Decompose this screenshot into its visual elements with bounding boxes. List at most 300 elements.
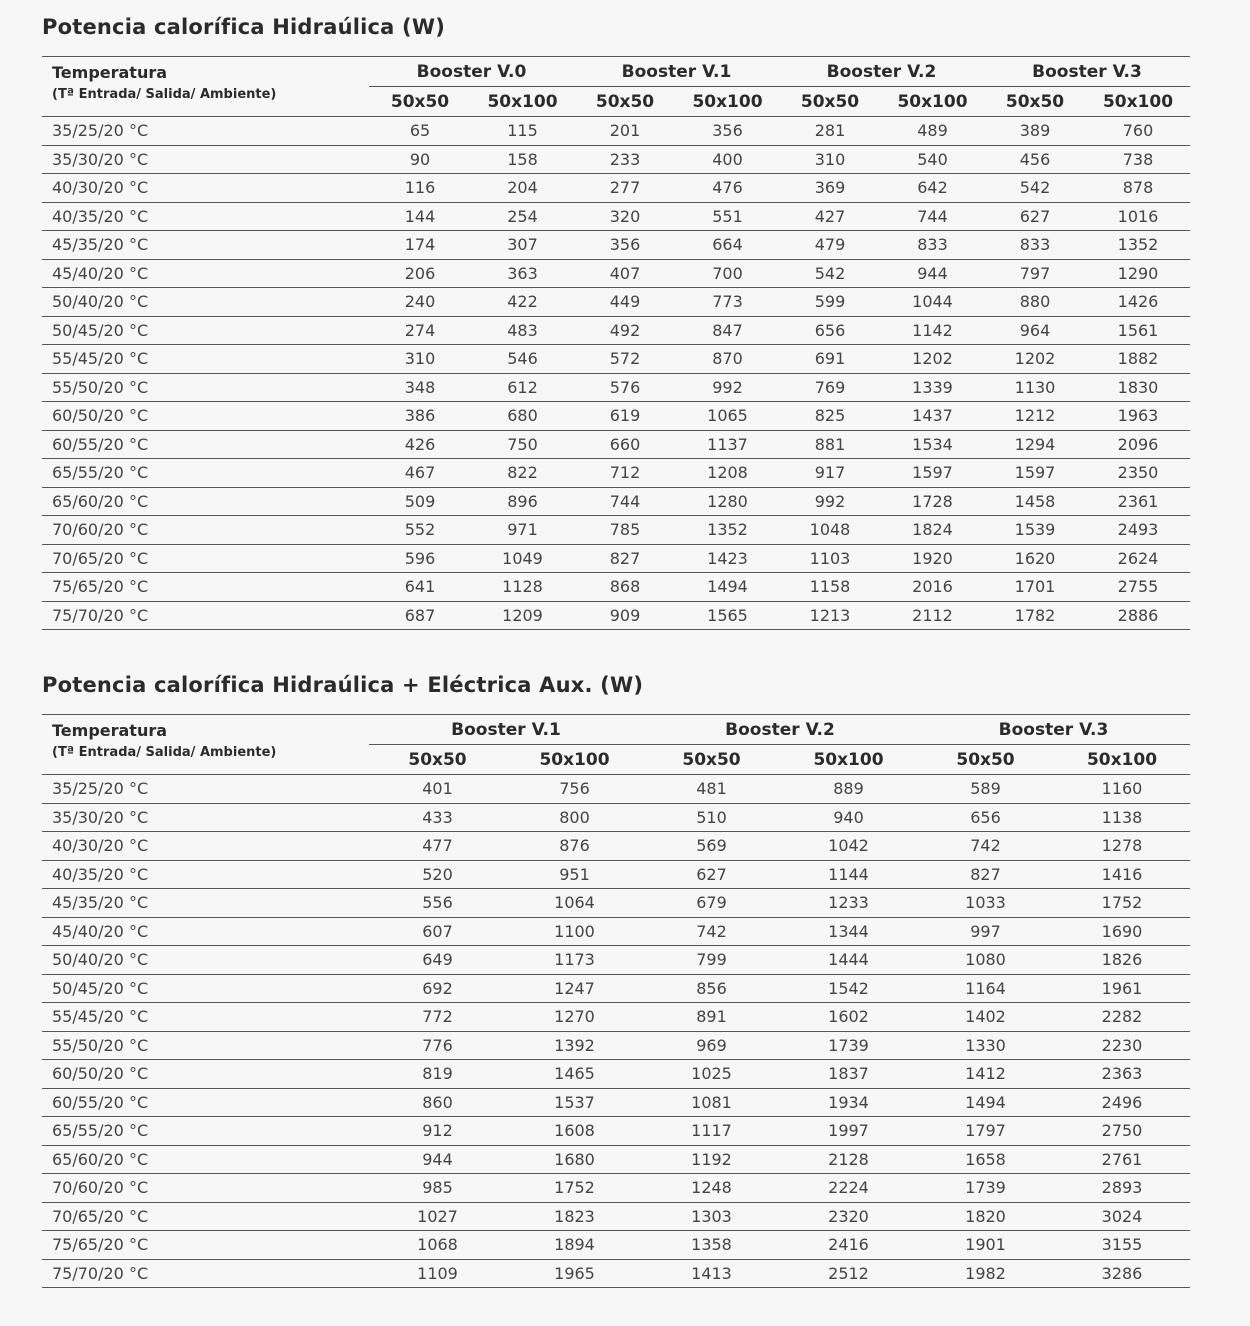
table-cell: 1048: [779, 516, 881, 545]
table-row: [42, 1031, 1190, 1060]
table-cell: 510: [643, 803, 780, 832]
table-cell: 847: [676, 316, 779, 345]
table-cell: 174: [369, 231, 471, 260]
table-row: [42, 1202, 1190, 1231]
table-cell: 401: [369, 775, 506, 804]
table-row: [42, 1231, 1190, 1260]
size-header: 50x50: [574, 87, 676, 117]
table-cell: 1830: [1086, 373, 1190, 402]
table-row: [42, 231, 1190, 260]
table-cell: 742: [917, 832, 1054, 861]
table-cell: 1042: [780, 832, 917, 861]
row-label: 60/55/20 °C: [42, 1088, 369, 1117]
table-cell: 479: [779, 231, 881, 260]
table-cell: 944: [881, 259, 984, 288]
table-cell: 940: [780, 803, 917, 832]
table-row: [42, 1117, 1190, 1146]
table-cell: 1539: [984, 516, 1086, 545]
table-cell: 310: [779, 145, 881, 174]
group-header: Booster V.1: [369, 715, 643, 745]
row-label: 45/40/20 °C: [42, 917, 369, 946]
table-cell: 1358: [643, 1231, 780, 1260]
group-header: Booster V.1: [574, 57, 779, 87]
table-cell: 1233: [780, 889, 917, 918]
table-row: [42, 316, 1190, 345]
table-cell: 1752: [1054, 889, 1190, 918]
table-cell: 1213: [779, 601, 881, 630]
row-label: 65/60/20 °C: [42, 1145, 369, 1174]
row-label: 40/35/20 °C: [42, 860, 369, 889]
table-cell: 240: [369, 288, 471, 317]
table-cell: 1202: [881, 345, 984, 374]
table-cell: 1465: [506, 1060, 643, 1089]
table-cell: 896: [471, 487, 574, 516]
table-cell: 1963: [1086, 402, 1190, 431]
size-header: 50x50: [369, 87, 471, 117]
group-header: Booster V.2: [779, 57, 984, 87]
table-cell: 833: [881, 231, 984, 260]
table-cell: 2512: [780, 1259, 917, 1288]
table-cell: 3155: [1054, 1231, 1190, 1260]
row-label: 65/55/20 °C: [42, 459, 369, 488]
table-cell: 912: [369, 1117, 506, 1146]
table-cell: 833: [984, 231, 1086, 260]
table-cell: 642: [881, 174, 984, 203]
table-cell: 572: [574, 345, 676, 374]
row-label: 45/40/20 °C: [42, 259, 369, 288]
table-cell: 254: [471, 202, 574, 231]
table-cell: 144: [369, 202, 471, 231]
table-cell: 679: [643, 889, 780, 918]
table-cell: 1128: [471, 573, 574, 602]
table-cell: 540: [881, 145, 984, 174]
table-row: [42, 259, 1190, 288]
table-row: [42, 459, 1190, 488]
row-label: 40/35/20 °C: [42, 202, 369, 231]
table-cell: 744: [574, 487, 676, 516]
row-label: 45/35/20 °C: [42, 231, 369, 260]
row-label: 50/45/20 °C: [42, 974, 369, 1003]
table-cell: 1164: [917, 974, 1054, 1003]
table-cell: 542: [984, 174, 1086, 203]
table-cell: 356: [676, 117, 779, 146]
table-row: [42, 889, 1190, 918]
table-cell: 880: [984, 288, 1086, 317]
table-cell: 773: [676, 288, 779, 317]
table-cell: 917: [779, 459, 881, 488]
table-cell: 1352: [676, 516, 779, 545]
table-cell: 1494: [676, 573, 779, 602]
table-cell: 348: [369, 373, 471, 402]
row-label: 75/70/20 °C: [42, 601, 369, 630]
row-label: 60/50/20 °C: [42, 402, 369, 431]
table-cell: 1202: [984, 345, 1086, 374]
table-cell: 90: [369, 145, 471, 174]
table-cell: 656: [917, 803, 1054, 832]
table-cell: 1728: [881, 487, 984, 516]
row-label: 60/55/20 °C: [42, 430, 369, 459]
table-cell: 1739: [780, 1031, 917, 1060]
size-header: 50x100: [881, 87, 984, 117]
size-header: 50x50: [643, 745, 780, 775]
table-cell: 825: [779, 402, 881, 431]
size-header: 50x50: [984, 87, 1086, 117]
table-cell: 467: [369, 459, 471, 488]
row-label: 65/55/20 °C: [42, 1117, 369, 1146]
size-header: 50x100: [471, 87, 574, 117]
table-cell: 2893: [1054, 1174, 1190, 1203]
table-row: [42, 1174, 1190, 1203]
row-label: 70/60/20 °C: [42, 1174, 369, 1203]
table-cell: 750: [471, 430, 574, 459]
table-cell: 1782: [984, 601, 1086, 630]
table-cell: 891: [643, 1003, 780, 1032]
table-cell: 2016: [881, 573, 984, 602]
size-header: 50x100: [506, 745, 643, 775]
table-cell: 509: [369, 487, 471, 516]
table-cell: 281: [779, 117, 881, 146]
table-cell: 1542: [780, 974, 917, 1003]
table-cell: 476: [676, 174, 779, 203]
table-cell: 1658: [917, 1145, 1054, 1174]
row-label: 75/70/20 °C: [42, 1259, 369, 1288]
size-header: 50x50: [369, 745, 506, 775]
row-label: 50/40/20 °C: [42, 288, 369, 317]
temperature-header-label: Temperatura: [52, 63, 168, 82]
table-cell: 1160: [1054, 775, 1190, 804]
table-cell: 2112: [881, 601, 984, 630]
table-cell: 744: [881, 202, 984, 231]
group-header: Booster V.3: [984, 57, 1190, 87]
table-cell: 1352: [1086, 231, 1190, 260]
table-cell: 964: [984, 316, 1086, 345]
table-cell: 1494: [917, 1088, 1054, 1117]
table-cell: 369: [779, 174, 881, 203]
table-cell: 2416: [780, 1231, 917, 1260]
table-cell: 742: [643, 917, 780, 946]
table-row: [42, 487, 1190, 516]
row-label: 55/50/20 °C: [42, 1031, 369, 1060]
table-cell: 407: [574, 259, 676, 288]
table-cell: 776: [369, 1031, 506, 1060]
row-label: 60/50/20 °C: [42, 1060, 369, 1089]
table-cell: 1413: [643, 1259, 780, 1288]
table-row: [42, 775, 1190, 804]
table-row: [42, 516, 1190, 545]
group-header: Booster V.2: [643, 715, 917, 745]
table-cell: 2624: [1086, 544, 1190, 573]
row-label: 65/60/20 °C: [42, 487, 369, 516]
row-label: 35/30/20 °C: [42, 803, 369, 832]
table-cell: 556: [369, 889, 506, 918]
table-cell: 1248: [643, 1174, 780, 1203]
table-cell: 1049: [471, 544, 574, 573]
table-hidraulica-electrica-body: [42, 775, 1190, 1288]
table-cell: 1208: [676, 459, 779, 488]
table-cell: 1961: [1054, 974, 1190, 1003]
table-cell: 1565: [676, 601, 779, 630]
table-cell: 206: [369, 259, 471, 288]
table-cell: 822: [471, 459, 574, 488]
row-label: 35/30/20 °C: [42, 145, 369, 174]
table-cell: 2224: [780, 1174, 917, 1203]
table-row: [42, 917, 1190, 946]
table-cell: 797: [984, 259, 1086, 288]
table-cell: 422: [471, 288, 574, 317]
table-cell: 1965: [506, 1259, 643, 1288]
table-cell: 1280: [676, 487, 779, 516]
table-row: [42, 860, 1190, 889]
table-cell: 1797: [917, 1117, 1054, 1146]
table-row: [42, 174, 1190, 203]
table-cell: 569: [643, 832, 780, 861]
table-cell: 1278: [1054, 832, 1190, 861]
table-cell: 489: [881, 117, 984, 146]
table-cell: 277: [574, 174, 676, 203]
table-cell: 492: [574, 316, 676, 345]
temperature-header: [42, 715, 369, 775]
table-cell: 363: [471, 259, 574, 288]
table-row: [42, 946, 1190, 975]
table-cell: 233: [574, 145, 676, 174]
table-row: [42, 1088, 1190, 1117]
table-cell: 1837: [780, 1060, 917, 1089]
table-cell: 274: [369, 316, 471, 345]
table-row: [42, 974, 1190, 1003]
table-cell: 1826: [1054, 946, 1190, 975]
table-cell: 1016: [1086, 202, 1190, 231]
table-cell: 1894: [506, 1231, 643, 1260]
table-cell: 356: [574, 231, 676, 260]
table-cell: 1065: [676, 402, 779, 431]
size-header: 50x100: [676, 87, 779, 117]
table-hidraulica-electrica-section: [42, 670, 1190, 1288]
table-cell: 819: [369, 1060, 506, 1089]
table-cell: 2750: [1054, 1117, 1190, 1146]
table-cell: 2496: [1054, 1088, 1190, 1117]
row-label: 75/65/20 °C: [42, 573, 369, 602]
table-cell: 680: [471, 402, 574, 431]
table-cell: 599: [779, 288, 881, 317]
table-row: [42, 202, 1190, 231]
table-cell: 785: [574, 516, 676, 545]
table-cell: 576: [574, 373, 676, 402]
table-cell: 772: [369, 1003, 506, 1032]
table-cell: 1290: [1086, 259, 1190, 288]
table-cell: 477: [369, 832, 506, 861]
row-label: 50/40/20 °C: [42, 946, 369, 975]
temperature-header-label: Temperatura: [52, 721, 168, 740]
table-cell: 1934: [780, 1088, 917, 1117]
table-cell: 1690: [1054, 917, 1190, 946]
table-cell: 799: [643, 946, 780, 975]
table-cell: 856: [643, 974, 780, 1003]
table-cell: 607: [369, 917, 506, 946]
table-cell: 596: [369, 544, 471, 573]
table-cell: 876: [506, 832, 643, 861]
row-label: 35/25/20 °C: [42, 775, 369, 804]
table-cell: 1100: [506, 917, 643, 946]
table-cell: 1109: [369, 1259, 506, 1288]
table-cell: 546: [471, 345, 574, 374]
table-row: [42, 1003, 1190, 1032]
row-label: 55/45/20 °C: [42, 1003, 369, 1032]
table-cell: 878: [1086, 174, 1190, 203]
table-cell: 481: [643, 775, 780, 804]
table-row: [42, 544, 1190, 573]
table-cell: 1920: [881, 544, 984, 573]
table-cell: 1339: [881, 373, 984, 402]
row-label: 55/45/20 °C: [42, 345, 369, 374]
table-cell: 520: [369, 860, 506, 889]
table-hidraulica-electrica-title: Potencia calorífica Hidraúlica + Eléctrica Aux. (W): [42, 673, 644, 697]
table-cell: 426: [369, 430, 471, 459]
table-cell: 3024: [1054, 1202, 1190, 1231]
table-cell: 712: [574, 459, 676, 488]
table-cell: 1068: [369, 1231, 506, 1260]
table-cell: 427: [779, 202, 881, 231]
table-cell: 692: [369, 974, 506, 1003]
table-cell: 627: [984, 202, 1086, 231]
table-cell: 2886: [1086, 601, 1190, 630]
table-cell: 1701: [984, 573, 1086, 602]
table-cell: 320: [574, 202, 676, 231]
table-cell: 65: [369, 117, 471, 146]
table-cell: 997: [917, 917, 1054, 946]
table-cell: 656: [779, 316, 881, 345]
table-cell: 1064: [506, 889, 643, 918]
table-cell: 386: [369, 402, 471, 431]
table-cell: 1982: [917, 1259, 1054, 1288]
table-cell: 870: [676, 345, 779, 374]
table-cell: 1739: [917, 1174, 1054, 1203]
row-label: 75/65/20 °C: [42, 1231, 369, 1260]
table-cell: 1103: [779, 544, 881, 573]
row-label: 55/50/20 °C: [42, 373, 369, 402]
table-cell: 2361: [1086, 487, 1190, 516]
table-row: [42, 832, 1190, 861]
size-header: 50x100: [1086, 87, 1190, 117]
table-cell: 1142: [881, 316, 984, 345]
table-cell: 2493: [1086, 516, 1190, 545]
table-cell: 1997: [780, 1117, 917, 1146]
table-cell: 1209: [471, 601, 574, 630]
table-cell: 1402: [917, 1003, 1054, 1032]
table-cell: 1033: [917, 889, 1054, 918]
row-label: 70/65/20 °C: [42, 544, 369, 573]
table-cell: 1620: [984, 544, 1086, 573]
table-cell: 483: [471, 316, 574, 345]
table-cell: 1330: [917, 1031, 1054, 1060]
table-cell: 2363: [1054, 1060, 1190, 1089]
table-hidraulica-title: Potencia calorífica Hidraúlica (W): [42, 15, 446, 39]
row-label: 40/30/20 °C: [42, 174, 369, 203]
table-cell: 881: [779, 430, 881, 459]
row-label: 50/45/20 °C: [42, 316, 369, 345]
table-cell: 1426: [1086, 288, 1190, 317]
table-cell: 589: [917, 775, 1054, 804]
table-cell: 1044: [881, 288, 984, 317]
table-cell: 2320: [780, 1202, 917, 1231]
table-cell: 800: [506, 803, 643, 832]
table-cell: 1534: [881, 430, 984, 459]
table-cell: 1458: [984, 487, 1086, 516]
row-label: 70/60/20 °C: [42, 516, 369, 545]
group-header: Booster V.0: [369, 57, 574, 87]
table-cell: 1823: [506, 1202, 643, 1231]
table-cell: 116: [369, 174, 471, 203]
table-cell: 1680: [506, 1145, 643, 1174]
table-cell: 1824: [881, 516, 984, 545]
table-cell: 1882: [1086, 345, 1190, 374]
table-row: [42, 1145, 1190, 1174]
table-cell: 700: [676, 259, 779, 288]
table-cell: 2128: [780, 1145, 917, 1174]
table-cell: 201: [574, 117, 676, 146]
table-cell: 738: [1086, 145, 1190, 174]
table-cell: 1608: [506, 1117, 643, 1146]
table-row: [42, 288, 1190, 317]
table-cell: 542: [779, 259, 881, 288]
table-row: [42, 573, 1190, 602]
table-cell: 969: [643, 1031, 780, 1060]
temperature-header-sublabel: (Tª Entrada/ Salida/ Ambiente): [52, 745, 277, 760]
table-cell: 1080: [917, 946, 1054, 975]
row-label: 45/35/20 °C: [42, 889, 369, 918]
table-row: [42, 373, 1190, 402]
table-cell: 1344: [780, 917, 917, 946]
table-cell: 1597: [881, 459, 984, 488]
table-cell: 1537: [506, 1088, 643, 1117]
table-row: [42, 803, 1190, 832]
table-cell: 687: [369, 601, 471, 630]
table-cell: 1901: [917, 1231, 1054, 1260]
table-cell: 827: [917, 860, 1054, 889]
table-cell: 158: [471, 145, 574, 174]
table-cell: 2761: [1054, 1145, 1190, 1174]
table-cell: 889: [780, 775, 917, 804]
table-cell: 551: [676, 202, 779, 231]
table-cell: 1173: [506, 946, 643, 975]
table-cell: 204: [471, 174, 574, 203]
table-cell: 612: [471, 373, 574, 402]
table-cell: 1192: [643, 1145, 780, 1174]
table-cell: 1752: [506, 1174, 643, 1203]
table-cell: 1025: [643, 1060, 780, 1089]
table-row: [42, 345, 1190, 374]
table-cell: 860: [369, 1088, 506, 1117]
row-label: 40/30/20 °C: [42, 832, 369, 861]
table-cell: 1117: [643, 1117, 780, 1146]
table-row: [42, 430, 1190, 459]
table-cell: 433: [369, 803, 506, 832]
table-cell: 552: [369, 516, 471, 545]
table-cell: 1212: [984, 402, 1086, 431]
table-cell: 1437: [881, 402, 984, 431]
table-cell: 909: [574, 601, 676, 630]
table-cell: 1561: [1086, 316, 1190, 345]
table-cell: 2350: [1086, 459, 1190, 488]
row-label: 35/25/20 °C: [42, 117, 369, 146]
table-cell: 1158: [779, 573, 881, 602]
table-cell: 944: [369, 1145, 506, 1174]
table-row: [42, 1259, 1190, 1288]
table-cell: 449: [574, 288, 676, 317]
table-cell: 756: [506, 775, 643, 804]
table-cell: 1412: [917, 1060, 1054, 1089]
table-cell: 389: [984, 117, 1086, 146]
size-header: 50x50: [917, 745, 1054, 775]
